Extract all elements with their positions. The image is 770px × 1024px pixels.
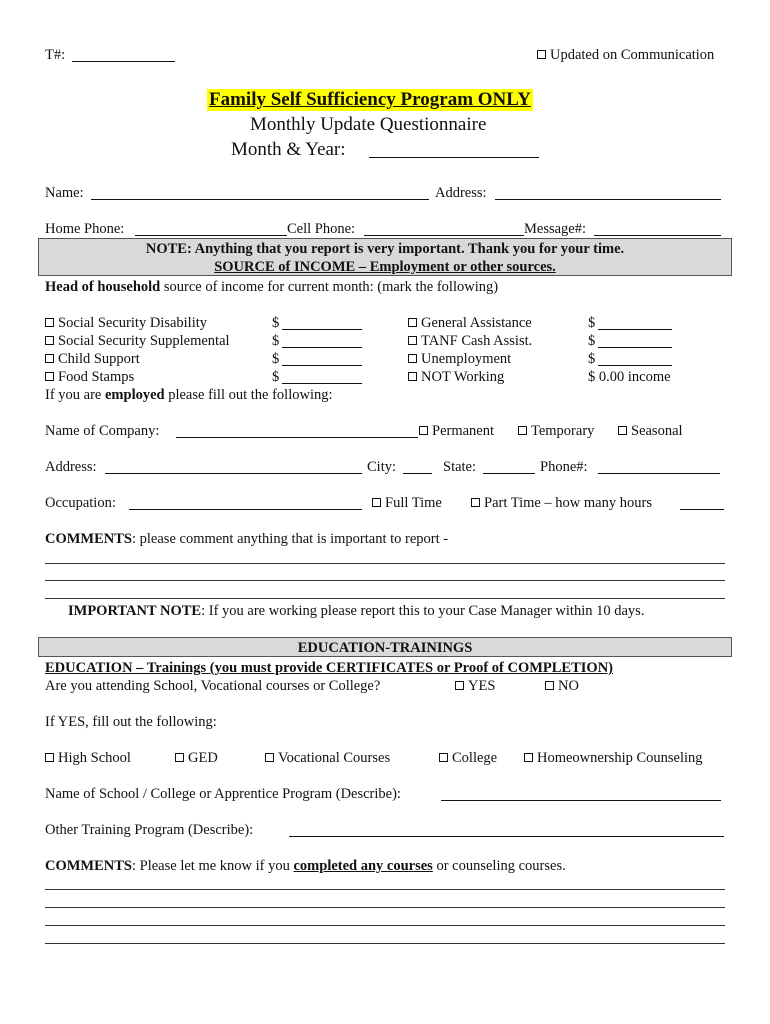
employer-phone-label: Phone#: [540, 459, 588, 475]
attending-no[interactable]: NO [545, 677, 579, 695]
school-name-field[interactable] [441, 800, 721, 801]
name-label: Name: [45, 185, 84, 201]
attending-yes[interactable]: YES [455, 677, 495, 695]
other-training-field[interactable] [289, 836, 724, 837]
checkbox-icon[interactable] [175, 753, 184, 762]
important-note: IMPORTANT NOTE: If you are working please report this to your Case Manager within 10 days. [68, 603, 645, 619]
income-amount-field[interactable] [282, 347, 362, 348]
home-phone-label: Home Phone: [45, 221, 125, 237]
income-amount-label: $ [588, 315, 596, 331]
education-banner-label: EDUCATION-TRAININGS [297, 640, 473, 656]
if-yes-instruction: If YES, fill out the following: [45, 714, 217, 730]
income-item-ss-disability[interactable]: Social Security Disability [45, 314, 207, 332]
city-field[interactable] [403, 473, 432, 474]
company-label: Name of Company: [45, 423, 160, 439]
employer-address-label: Address: [45, 459, 97, 475]
comment-line[interactable] [45, 598, 725, 599]
cell-phone-field[interactable] [364, 235, 524, 236]
income-amount-zero: $ 0.00 income [588, 369, 671, 385]
income-amount-field[interactable] [598, 347, 672, 348]
checkbox-icon[interactable] [545, 681, 554, 690]
address-label: Address: [435, 185, 487, 201]
income-amount-field[interactable] [282, 329, 362, 330]
income-item-unemployment[interactable]: Unemployment [408, 350, 511, 368]
checkbox-icon[interactable] [408, 372, 417, 381]
income-item-ss-supplemental[interactable]: Social Security Supplemental [45, 332, 230, 350]
income-item-child-support[interactable]: Child Support [45, 350, 140, 368]
comment-line[interactable] [45, 907, 725, 908]
comment-line[interactable] [45, 889, 725, 890]
income-amount-label: $ [272, 369, 280, 385]
address-field[interactable] [495, 199, 721, 200]
income-amount-label: $ [588, 333, 596, 349]
comments-label: COMMENTS: please comment anything that is important to report - [45, 531, 449, 547]
temporary-option[interactable]: Temporary [518, 422, 594, 440]
home-phone-field[interactable] [135, 235, 287, 236]
occupation-label: Occupation: [45, 495, 116, 511]
part-time-option[interactable]: Part Time – how many hours [471, 494, 652, 512]
income-item-food-stamps[interactable]: Food Stamps [45, 368, 134, 386]
checkbox-icon[interactable] [618, 426, 627, 435]
note-text: NOTE: Anything that you report is very important. Thank you for your time. [145, 241, 625, 257]
checkbox-icon[interactable] [419, 426, 428, 435]
comment-line[interactable] [45, 580, 725, 581]
state-label: State: [443, 459, 477, 475]
checkbox-icon[interactable] [45, 753, 54, 762]
month-year-label: Month & Year: [231, 139, 346, 160]
education-heading: EDUCATION – Trainings (you must provide CERTIFICATES or Proof of COMPLETION) [45, 660, 613, 676]
form-subtitle: Monthly Update Questionnaire [250, 114, 487, 135]
option-homeownership[interactable]: Homeownership Counseling [524, 749, 703, 767]
income-amount-label: $ [272, 333, 280, 349]
employed-instruction: If you are employed please fill out the following: [45, 387, 333, 403]
city-label: City: [367, 459, 397, 475]
income-amount-field[interactable] [282, 383, 362, 384]
full-time-option[interactable]: Full Time [372, 494, 442, 512]
checkbox-icon[interactable] [455, 681, 464, 690]
income-item-tanf[interactable]: TANF Cash Assist. [408, 332, 532, 350]
income-amount-label: $ [272, 351, 280, 367]
school-name-label: Name of School / College or Apprentice Program (Describe): [45, 786, 401, 802]
checkbox-icon[interactable] [439, 753, 448, 762]
employer-address-field[interactable] [105, 473, 362, 474]
employer-phone-field[interactable] [598, 473, 720, 474]
checkbox-icon[interactable] [518, 426, 527, 435]
option-college[interactable]: College [439, 749, 497, 767]
t-number-field[interactable] [72, 61, 175, 62]
checkbox-icon[interactable] [408, 354, 417, 363]
updated-on-communication[interactable]: Updated on Communication [537, 46, 714, 64]
message-field[interactable] [594, 235, 721, 236]
income-amount-field[interactable] [598, 329, 672, 330]
company-field[interactable] [176, 437, 418, 438]
checkbox-icon[interactable] [537, 50, 546, 59]
option-vocational[interactable]: Vocational Courses [265, 749, 390, 767]
message-label: Message#: [524, 221, 587, 237]
attending-question: Are you attending School, Vocational courses or College? [45, 678, 381, 694]
seasonal-option[interactable]: Seasonal [618, 422, 683, 440]
comments-courses-label: COMMENTS: Please let me know if you completed any courses or counseling courses. [45, 858, 566, 874]
comment-line[interactable] [45, 925, 725, 926]
option-ged[interactable]: GED [175, 749, 218, 767]
comment-line[interactable] [45, 563, 725, 564]
income-item-general-assistance[interactable]: General Assistance [408, 314, 532, 332]
form-title: Family Self Sufficiency Program ONLY [209, 89, 531, 110]
checkbox-icon[interactable] [408, 318, 417, 327]
cell-phone-label: Cell Phone: [287, 221, 356, 237]
comment-line[interactable] [45, 943, 725, 944]
checkbox-icon[interactable] [471, 498, 480, 507]
month-year-field[interactable] [369, 157, 539, 158]
hours-field[interactable] [680, 509, 724, 510]
checkbox-icon[interactable] [372, 498, 381, 507]
head-of-household-instruction: Head of household source of income for current month: (mark the following) [45, 279, 499, 295]
checkbox-icon[interactable] [265, 753, 274, 762]
state-field[interactable] [483, 473, 535, 474]
occupation-field[interactable] [129, 509, 362, 510]
source-of-income-heading: SOURCE of INCOME – Employment or other sources. [214, 259, 556, 275]
other-training-label: Other Training Program (Describe): [45, 822, 254, 838]
checkbox-icon[interactable] [45, 336, 54, 345]
checkbox-icon[interactable] [45, 372, 54, 381]
income-item-not-working[interactable]: NOT Working [408, 368, 504, 386]
checkbox-icon[interactable] [524, 753, 533, 762]
income-amount-field[interactable] [598, 365, 672, 366]
checkbox-icon[interactable] [408, 336, 417, 345]
checkbox-icon[interactable] [45, 318, 54, 327]
income-amount-field[interactable] [282, 365, 362, 366]
t-number-label: T#: [45, 47, 66, 63]
income-amount-label: $ [272, 315, 280, 331]
income-amount-label: $ [588, 351, 596, 367]
permanent-option[interactable]: Permanent [419, 422, 494, 440]
checkbox-icon[interactable] [45, 354, 54, 363]
name-field[interactable] [91, 199, 429, 200]
option-high-school[interactable]: High School [45, 749, 131, 767]
